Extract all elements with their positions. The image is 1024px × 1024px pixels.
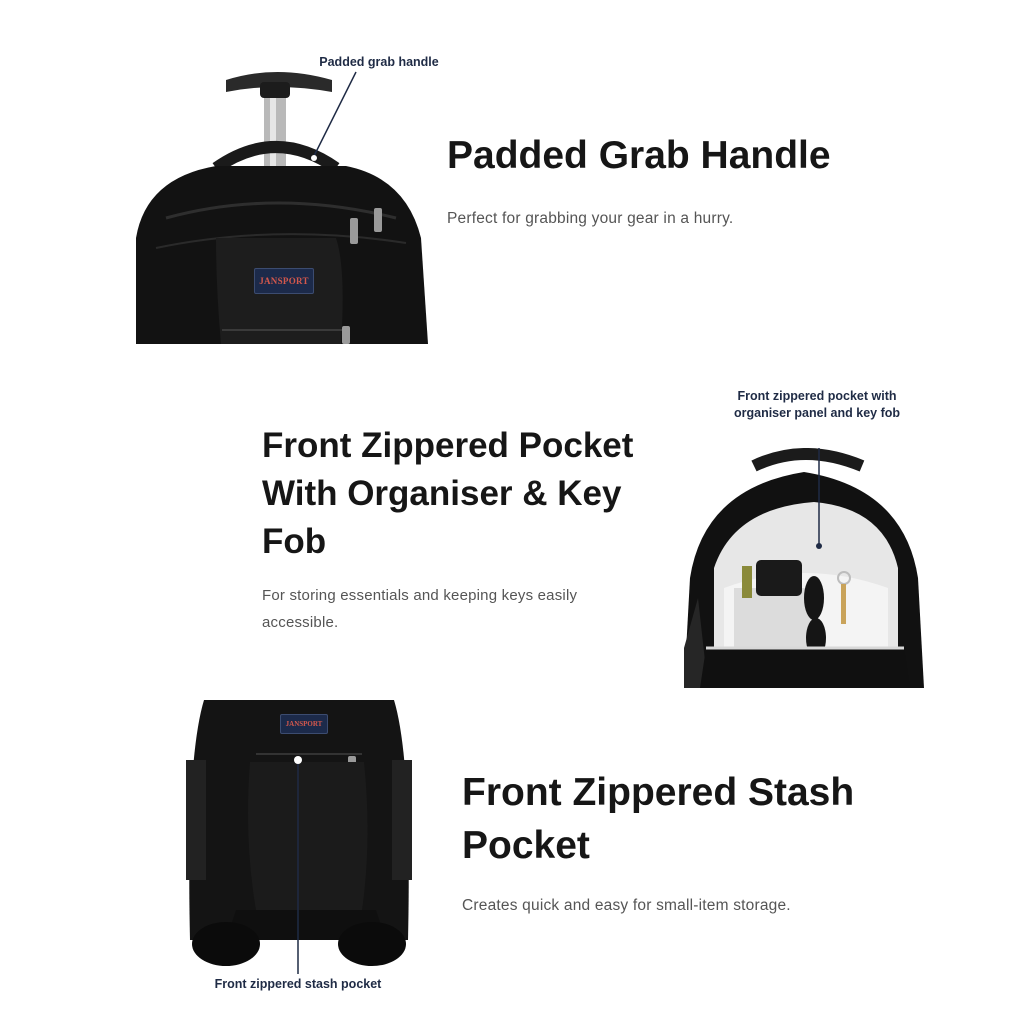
- backpack-top-handle-image: [136, 68, 428, 344]
- callout-leader-line: [292, 754, 304, 976]
- callout-leader-line: [300, 70, 380, 170]
- feature-description: Perfect for grabbing your gear in a hurry.: [447, 210, 734, 227]
- callout-line: Front zippered pocket with: [737, 389, 897, 403]
- heading-line: Front Zippered Stash: [462, 771, 855, 814]
- feature-heading: [462, 766, 854, 872]
- heading-line: With Organiser & Key: [262, 474, 622, 513]
- description-line: For storing essentials and keeping keys easily: [262, 587, 578, 604]
- jansport-logo-patch: [254, 268, 314, 294]
- brand-label: JANSPORT: [285, 720, 323, 728]
- feature-padded-grab-handle: [0, 0, 1024, 360]
- description-line: accessible.: [262, 614, 339, 631]
- feature-heading: [262, 422, 633, 566]
- feature-heading: Padded Grab Handle: [447, 134, 831, 177]
- feature-description: [262, 582, 577, 636]
- callout-line: organiser panel and key fob: [733, 406, 900, 420]
- feature-front-zippered-pocket: [0, 370, 1024, 690]
- callout-leader-line: [814, 448, 824, 552]
- feature-front-stash-pocket: [0, 700, 1024, 1024]
- heading-line: Front Zippered Pocket: [262, 426, 634, 465]
- heading-line: Fob: [262, 522, 327, 561]
- callout-front-stash-pocket: Front zippered stash pocket: [214, 977, 382, 991]
- callout-front-pocket: [714, 388, 920, 422]
- jansport-logo-patch: [280, 714, 328, 734]
- brand-label: JANSPORT: [259, 276, 309, 286]
- heading-line: Pocket: [462, 824, 590, 867]
- backpack-open-pocket-image: [684, 448, 924, 688]
- feature-description: Creates quick and easy for small-item storage.: [462, 897, 791, 914]
- callout-padded-grab-handle: Padded grab handle: [319, 55, 439, 69]
